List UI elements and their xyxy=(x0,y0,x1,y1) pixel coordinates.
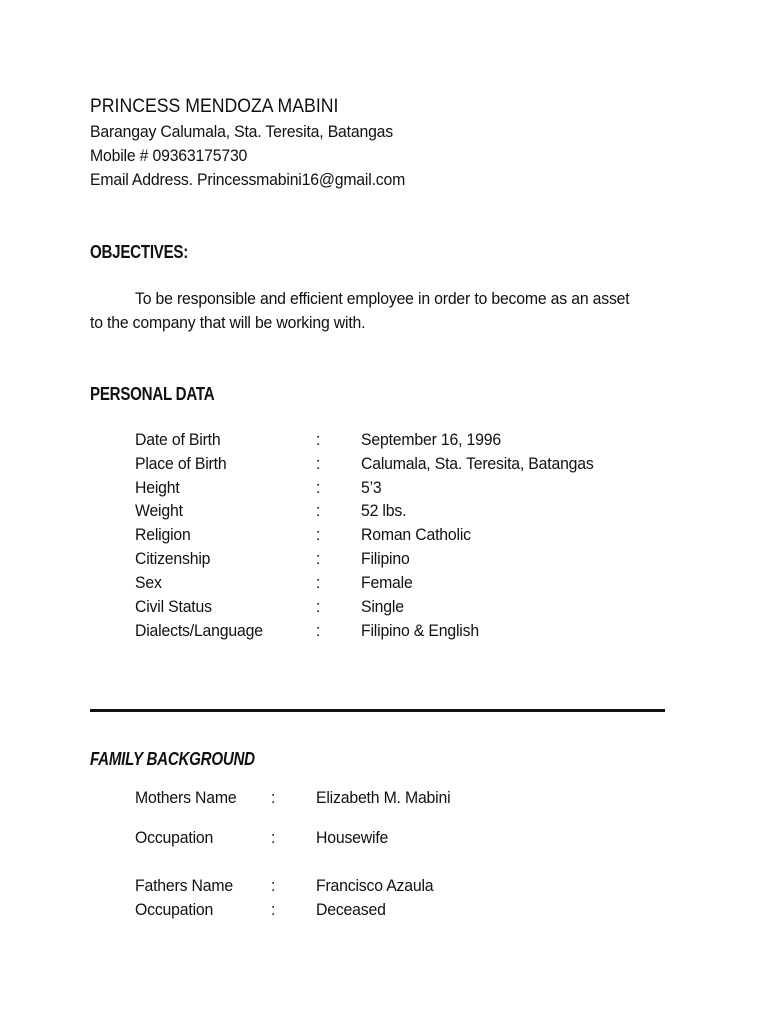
objectives-text-line-1: To be responsible and efficient employee in order to become as an asset xyxy=(135,289,630,308)
field-value: Single xyxy=(361,597,404,616)
applicant-name: PRINCESS MENDOZA MABINI xyxy=(90,96,339,117)
family-field-label: Occupation xyxy=(135,828,214,847)
field-label: Dialects/Language xyxy=(135,621,263,640)
field-separator: : xyxy=(316,525,321,544)
field-separator: : xyxy=(316,501,321,520)
family-field-separator: : xyxy=(271,876,276,895)
field-value: 5’3 xyxy=(361,478,382,497)
field-value: 52 lbs. xyxy=(361,501,407,520)
section-divider xyxy=(90,709,665,712)
field-label: Date of Birth xyxy=(135,430,221,449)
objectives-heading: OBJECTIVES: xyxy=(90,242,189,262)
field-value: Filipino xyxy=(361,549,410,568)
field-separator: : xyxy=(316,454,321,473)
field-value: Filipino & English xyxy=(361,621,479,640)
email-line: Email Address. Princessmabini16@gmail.com xyxy=(90,170,406,189)
field-separator: : xyxy=(316,478,321,497)
field-label: Citizenship xyxy=(135,549,211,568)
objectives-text-line-2: to the company that will be working with. xyxy=(90,313,366,332)
field-separator: : xyxy=(316,621,321,640)
field-label: Height xyxy=(135,478,180,497)
field-separator: : xyxy=(316,597,321,616)
family-field-value: Housewife xyxy=(316,828,389,847)
field-value: Roman Catholic xyxy=(361,525,471,544)
family-field-label: Occupation xyxy=(135,900,214,919)
mobile-line: Mobile # 09363175730 xyxy=(90,146,248,165)
field-separator: : xyxy=(316,430,321,449)
field-label: Religion xyxy=(135,525,191,544)
family-field-value: Francisco Azaula xyxy=(316,876,434,895)
field-value: Calumala, Sta. Teresita, Batangas xyxy=(361,454,594,473)
field-label: Weight xyxy=(135,501,183,520)
family-field-separator: : xyxy=(271,788,276,807)
field-label: Sex xyxy=(135,573,162,592)
family-background-heading: FAMILY BACKGROUND xyxy=(90,749,255,769)
family-field-label: Mothers Name xyxy=(135,788,237,807)
personal-data-heading: PERSONAL DATA xyxy=(90,384,215,404)
field-separator: : xyxy=(316,549,321,568)
field-label: Civil Status xyxy=(135,597,212,616)
field-value: Female xyxy=(361,573,413,592)
field-separator: : xyxy=(316,573,321,592)
family-field-label: Fathers Name xyxy=(135,876,233,895)
family-field-separator: : xyxy=(271,900,276,919)
family-field-value: Deceased xyxy=(316,900,386,919)
family-field-value: Elizabeth M. Mabini xyxy=(316,788,451,807)
address-line: Barangay Calumala, Sta. Teresita, Batangas xyxy=(90,122,394,141)
field-value: September 16, 1996 xyxy=(361,430,501,449)
field-label: Place of Birth xyxy=(135,454,227,473)
family-field-separator: : xyxy=(271,828,276,847)
